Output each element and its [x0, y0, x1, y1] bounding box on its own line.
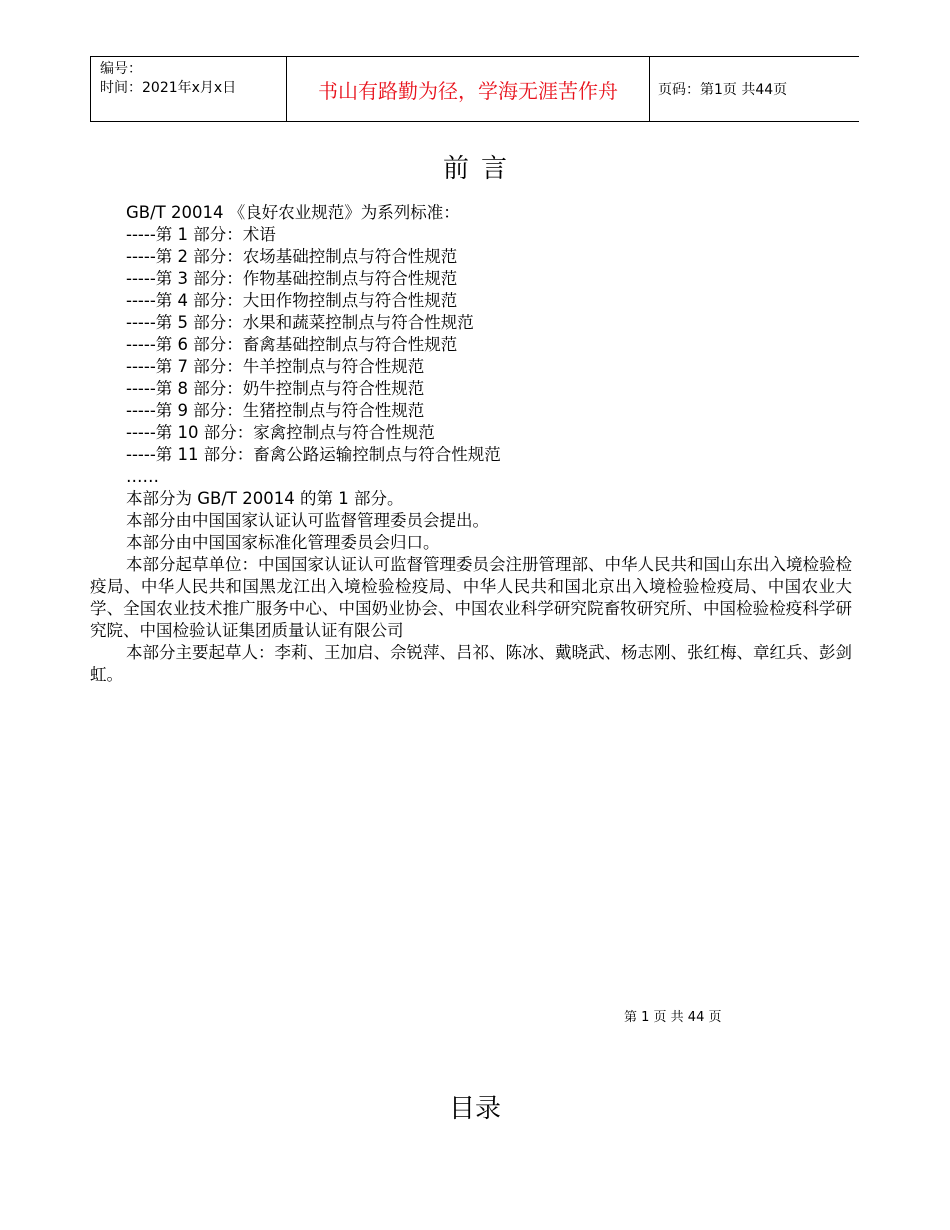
- page-title: 前言: [442, 154, 519, 184]
- drafters: 本部分主要起草人：李莉、王加启、佘锐萍、吕祁、陈冰、戴晓武、杨志刚、张红梅、章红兵、彭剑虹。: [90, 643, 852, 684]
- part-item: -----第 6 部分：畜禽基础控制点与符合性规范: [126, 335, 458, 354]
- part-item: -----第 8 部分：奶牛控制点与符合性规范: [126, 379, 425, 398]
- motto-cell: [287, 57, 650, 121]
- series-intro: GB/T 20014 《良好农业规范》为系列标准：: [126, 203, 460, 222]
- document-header: [90, 56, 859, 122]
- page-footer: 第 1 页 共 44 页: [624, 1010, 722, 1025]
- header-meta-cell: [91, 57, 287, 121]
- toc-title: 目录: [448, 1094, 501, 1124]
- part-item: -----第 11 部分：畜禽公路运输控制点与符合性规范: [126, 445, 501, 464]
- part-item: -----第 5 部分：水果和蔬菜控制点与符合性规范: [126, 313, 474, 332]
- statement-centralized-by: 本部分由中国国家标准化管理委员会归口。: [126, 533, 440, 552]
- page-cell: [650, 57, 859, 121]
- statement-proposed-by: 本部分由中国国家认证认可监督管理委员会提出。: [126, 511, 489, 530]
- preface-body: [90, 202, 852, 686]
- page-label: 页码：第1页 共44页: [658, 82, 788, 98]
- motto-text: 书山有路勤为径，学海无涯苦作舟: [318, 78, 618, 103]
- part-item: -----第 10 部分：家禽控制点与符合性规范: [126, 423, 435, 442]
- drafting-units: 本部分起草单位：中国国家认证认可监督管理委员会注册管理部、中华人民共和国山东出入境检验检疫局、中华人民共和国黑龙江出入境检验检疫局、中华人民共和国北京出入境检验检疫局、中国农业大学、全国农业技术推广服务中心、中国奶业协会、中国农业科学研究院畜牧研究所、中国检验检疫科学研究院、中国检验认证集团质量认证有限公司: [90, 555, 852, 640]
- part-item: -----第 1 部分：术语: [126, 225, 276, 244]
- part-item: -----第 2 部分：农场基础控制点与符合性规范: [126, 247, 458, 266]
- part-item: -----第 9 部分：生猪控制点与符合性规范: [126, 401, 425, 420]
- time-label: 时间：2021年x月x日: [100, 80, 237, 96]
- id-label: 编号：: [100, 61, 142, 77]
- part-item: -----第 7 部分：牛羊控制点与符合性规范: [126, 357, 425, 376]
- part-item: -----第 4 部分：大田作物控制点与符合性规范: [126, 291, 458, 310]
- ellipsis: ……: [126, 467, 159, 486]
- part-item: -----第 3 部分：作物基础控制点与符合性规范: [126, 269, 458, 288]
- statement-part-number: 本部分为 GB/T 20014 的第 1 部分。: [126, 489, 404, 508]
